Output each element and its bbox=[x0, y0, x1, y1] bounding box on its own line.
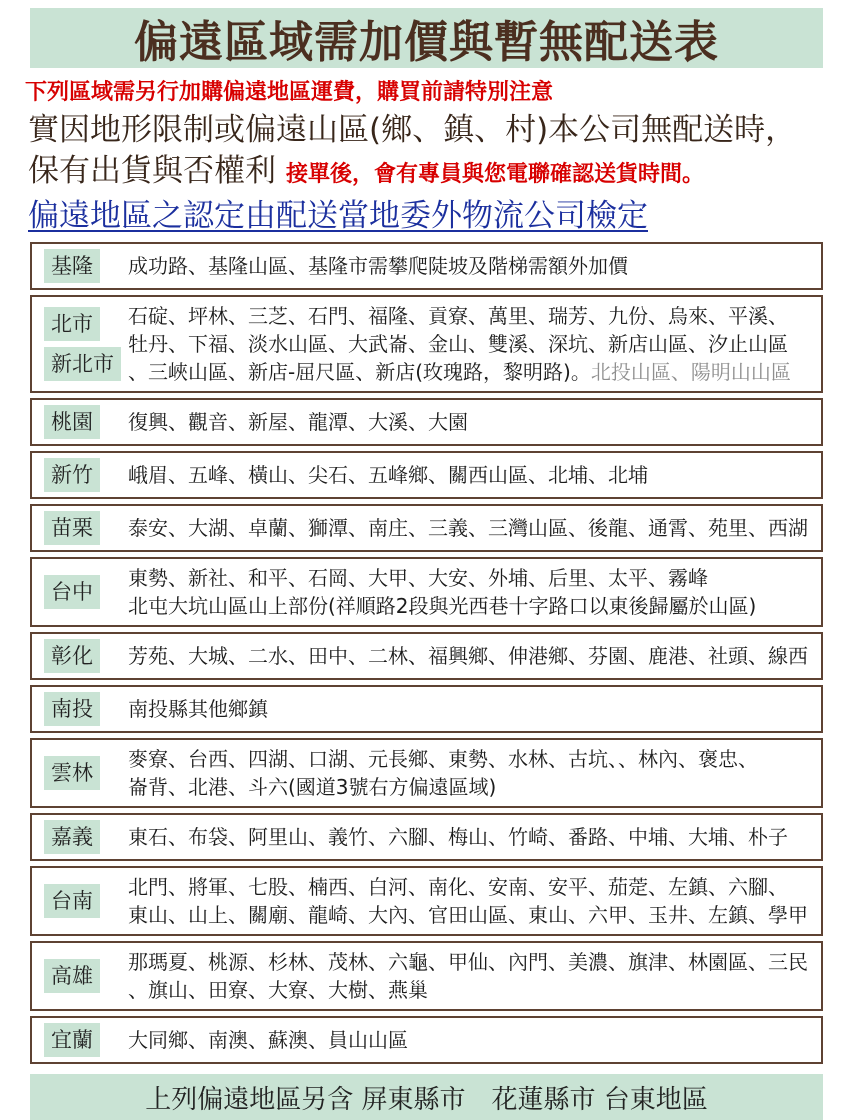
region-areas-line bbox=[128, 873, 813, 901]
region-label-column bbox=[44, 959, 128, 993]
policy-line-1: 實因地形限制或偏遠山區(鄉、鎮、村)本公司無配送時， bbox=[28, 112, 797, 148]
region-label-column bbox=[44, 458, 128, 492]
table-row-nantou bbox=[30, 685, 823, 733]
region-label: 北市 bbox=[44, 307, 100, 341]
region-label: 台中 bbox=[44, 575, 100, 609]
region-areas bbox=[128, 514, 813, 542]
surcharge-warning-text: 下列區域需另行加購偏遠地區運費，購買前請特別注意 bbox=[25, 79, 554, 104]
region-areas-line bbox=[128, 976, 813, 1004]
region-areas-line bbox=[128, 642, 813, 670]
region-label-column bbox=[44, 692, 128, 726]
policy-line-2 bbox=[28, 151, 850, 194]
region-areas-line bbox=[128, 745, 813, 773]
region-areas-line bbox=[128, 1026, 813, 1054]
policy-line-2-red-note: 接單後，會有專員與您電聯確認送貨時間。 bbox=[286, 161, 705, 186]
region-areas-segment: 大同鄉、南澳、蘇澳、員山山區 bbox=[128, 1028, 408, 1052]
region-label-column bbox=[44, 405, 128, 439]
region-label-column bbox=[44, 511, 128, 545]
region-areas-line bbox=[128, 948, 813, 976]
region-areas bbox=[128, 302, 813, 386]
header-band bbox=[30, 8, 823, 68]
region-areas-segment: 、旗山、田寮、大寮、大樹、燕巢 bbox=[128, 978, 428, 1002]
policy-line-2-main: 保有出貨與否權利 bbox=[28, 153, 276, 189]
region-areas-segment: 那瑪夏、桃源、杉林、茂林、六龜、甲仙、內門、美濃、旗津、林園區、三民 bbox=[128, 950, 808, 974]
logistics-verification-note: 偏遠地區之認定由配送當地委外物流公司檢定 bbox=[28, 198, 648, 234]
region-label: 新竹 bbox=[44, 458, 100, 492]
region-areas bbox=[128, 252, 813, 280]
region-label-column bbox=[44, 884, 128, 918]
table-row-taipei-newtaipei bbox=[30, 295, 823, 393]
table-row-yilan bbox=[30, 1016, 823, 1064]
region-areas-muted-segment: 北投山區、陽明山山區 bbox=[590, 360, 791, 384]
region-areas bbox=[128, 873, 813, 929]
region-areas bbox=[128, 745, 813, 801]
region-areas-segment: 崙背、北港、斗六(國道3號右方偏遠區域) bbox=[128, 775, 497, 799]
region-areas-segment: 麥寮、台西、四湖、口湖、元長鄉、東勢、水林、古坑、、林內、褒忠、 bbox=[128, 747, 758, 771]
table-row-tainan bbox=[30, 866, 823, 936]
region-areas-segment: 復興、觀音、新屋、龍潭、大溪、大園 bbox=[128, 410, 468, 434]
region-areas-segment: 東山、山上、關廟、龍崎、大內、官田山區、東山、六甲、玉井、左鎮、學甲 bbox=[128, 903, 808, 927]
region-areas-segment: 泰安、大湖、卓蘭、獅潭、南庄、三義、三灣山區、後龍、通霄、苑里、西湖 bbox=[128, 516, 808, 540]
region-label-column bbox=[44, 639, 128, 673]
region-label-column bbox=[44, 307, 128, 381]
table-row-keelung bbox=[30, 242, 823, 290]
region-areas-line bbox=[128, 901, 813, 929]
region-label: 桃園 bbox=[44, 405, 100, 439]
region-label: 嘉義 bbox=[44, 820, 100, 854]
region-areas-line bbox=[128, 514, 813, 542]
region-areas-line bbox=[128, 773, 813, 801]
region-label: 基隆 bbox=[44, 249, 100, 283]
region-areas-segment: 東勢、新社、和平、石岡、大甲、大安、外埔、后里、太平、霧峰 bbox=[128, 566, 708, 590]
region-areas-line bbox=[128, 330, 813, 358]
page-title: 偏遠區域需加價與暫無配送表 bbox=[134, 17, 719, 68]
region-areas-line bbox=[128, 252, 813, 280]
footer-band bbox=[30, 1074, 823, 1120]
region-areas-line bbox=[128, 358, 813, 386]
region-label-column bbox=[44, 249, 128, 283]
region-label-column bbox=[44, 756, 128, 790]
region-areas bbox=[128, 642, 813, 670]
region-label: 南投 bbox=[44, 692, 100, 726]
region-areas bbox=[128, 408, 813, 436]
region-label: 新北市 bbox=[44, 347, 121, 381]
region-areas-segment: 牡丹、下福、淡水山區、大武崙、金山、雙溪、深坑、新店山區、汐止山區 bbox=[128, 332, 788, 356]
region-areas-segment: 峨眉、五峰、橫山、尖石、五峰鄉、關西山區、北埔、北埔 bbox=[128, 463, 648, 487]
table-row-hsinchu bbox=[30, 451, 823, 499]
region-areas-segment: 北門、將軍、七股、楠西、白河、南化、安南、安平、茄萣、左鎮、六腳、 bbox=[128, 875, 788, 899]
region-label-column bbox=[44, 1023, 128, 1057]
table-row-taichung bbox=[30, 557, 823, 627]
region-label: 高雄 bbox=[44, 959, 100, 993]
table-row-miaoli bbox=[30, 504, 823, 552]
region-label: 苗栗 bbox=[44, 511, 100, 545]
region-areas-line bbox=[128, 564, 813, 592]
region-areas-segment: 東石、布袋、阿里山、義竹、六腳、梅山、竹崎、番路、中埔、大埔、朴子 bbox=[128, 825, 788, 849]
table-row-taoyuan bbox=[30, 398, 823, 446]
region-label-column bbox=[44, 575, 128, 609]
region-areas bbox=[128, 564, 813, 620]
region-areas bbox=[128, 823, 813, 851]
table-row-kaohsiung bbox=[30, 941, 823, 1011]
region-areas-segment: 成功路、基隆山區、基隆市需攀爬陡坡及階梯需額外加價 bbox=[128, 254, 628, 278]
region-areas-segment: 、三峽山區、新店-屈尺區、新店(玫瑰路，黎明路)。 bbox=[128, 360, 591, 384]
region-table bbox=[30, 242, 823, 1064]
region-areas bbox=[128, 948, 813, 1004]
region-label: 宜蘭 bbox=[44, 1023, 100, 1057]
table-row-yunlin bbox=[30, 738, 823, 808]
region-areas bbox=[128, 1026, 813, 1054]
region-label-column bbox=[44, 820, 128, 854]
region-areas-segment: 芳苑、大城、二水、田中、二林、福興鄉、伸港鄉、芬園、鹿港、社頭、線西 bbox=[128, 644, 808, 668]
footer-extra-regions-text: 上列偏遠地區另含 屏東縣市 花蓮縣市 台東地區 bbox=[145, 1084, 708, 1115]
region-areas-segment: 南投縣其他鄉鎮 bbox=[128, 697, 268, 721]
region-areas-line bbox=[128, 461, 813, 489]
region-areas-line bbox=[128, 592, 813, 620]
region-areas-segment: 北屯大坑山區山上部份(祥順路2段與光西巷十字路口以東後歸屬於山區) bbox=[128, 594, 757, 618]
delivery-policy bbox=[28, 110, 850, 194]
table-row-changhua bbox=[30, 632, 823, 680]
region-label: 台南 bbox=[44, 884, 100, 918]
region-label: 雲林 bbox=[44, 756, 100, 790]
region-areas bbox=[128, 461, 813, 489]
table-row-chiayi bbox=[30, 813, 823, 861]
region-areas-line bbox=[128, 695, 813, 723]
region-areas-line bbox=[128, 302, 813, 330]
region-areas-line bbox=[128, 823, 813, 851]
region-areas-segment: 石碇、坪林、三芝、石門、福隆、貢寮、萬里、瑞芳、九份、烏來、平溪、 bbox=[128, 304, 788, 328]
region-label: 彰化 bbox=[44, 639, 100, 673]
region-areas-line bbox=[128, 408, 813, 436]
region-areas bbox=[128, 695, 813, 723]
